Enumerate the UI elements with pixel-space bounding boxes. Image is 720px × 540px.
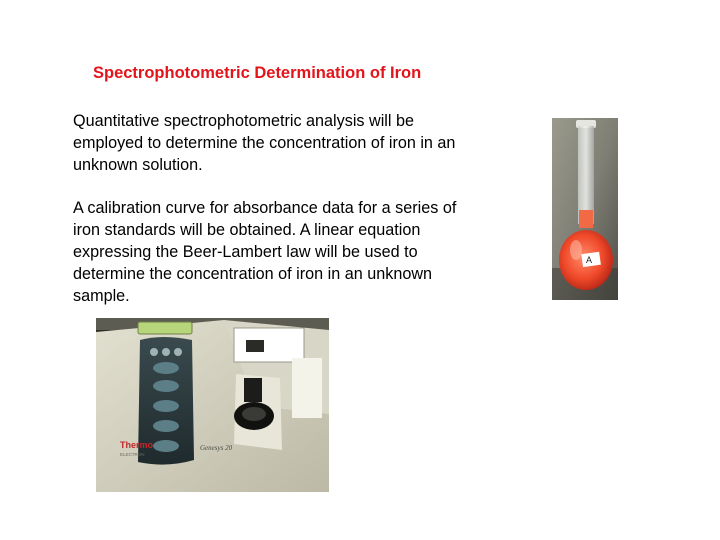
paragraph-calibration xyxy=(73,197,513,307)
flask-label: A xyxy=(586,255,593,265)
paragraph-line: employed to determine the concentration of iron in an xyxy=(73,134,456,152)
volumetric-flask-photo xyxy=(552,118,618,300)
paragraph-line: expressing the Beer-Lambert law will be used to xyxy=(73,243,418,261)
paragraph-line: determine the concentration of iron in an unknown xyxy=(73,265,433,283)
brand-subtitle: ELECTRON xyxy=(120,452,145,457)
volumetric-flask-illustration xyxy=(552,118,618,300)
paragraph-line: sample. xyxy=(73,287,130,305)
paragraph-line: iron standards will be obtained. A linear equation xyxy=(73,221,421,239)
slide-title: Spectrophotometric Determination of Iron xyxy=(93,64,422,82)
paragraph-intro xyxy=(73,110,513,176)
paragraph-line: Quantitative spectrophotometric analysis will be xyxy=(73,112,414,130)
spectrophotometer-photo xyxy=(96,318,329,492)
paragraph-line: A calibration curve for absorbance data for a series of xyxy=(73,199,457,217)
brand-name: Thermo xyxy=(120,440,154,450)
spectrophotometer-illustration xyxy=(96,318,329,492)
paragraph-line: unknown solution. xyxy=(73,156,203,174)
model-name: Genesys 20 xyxy=(200,444,233,452)
